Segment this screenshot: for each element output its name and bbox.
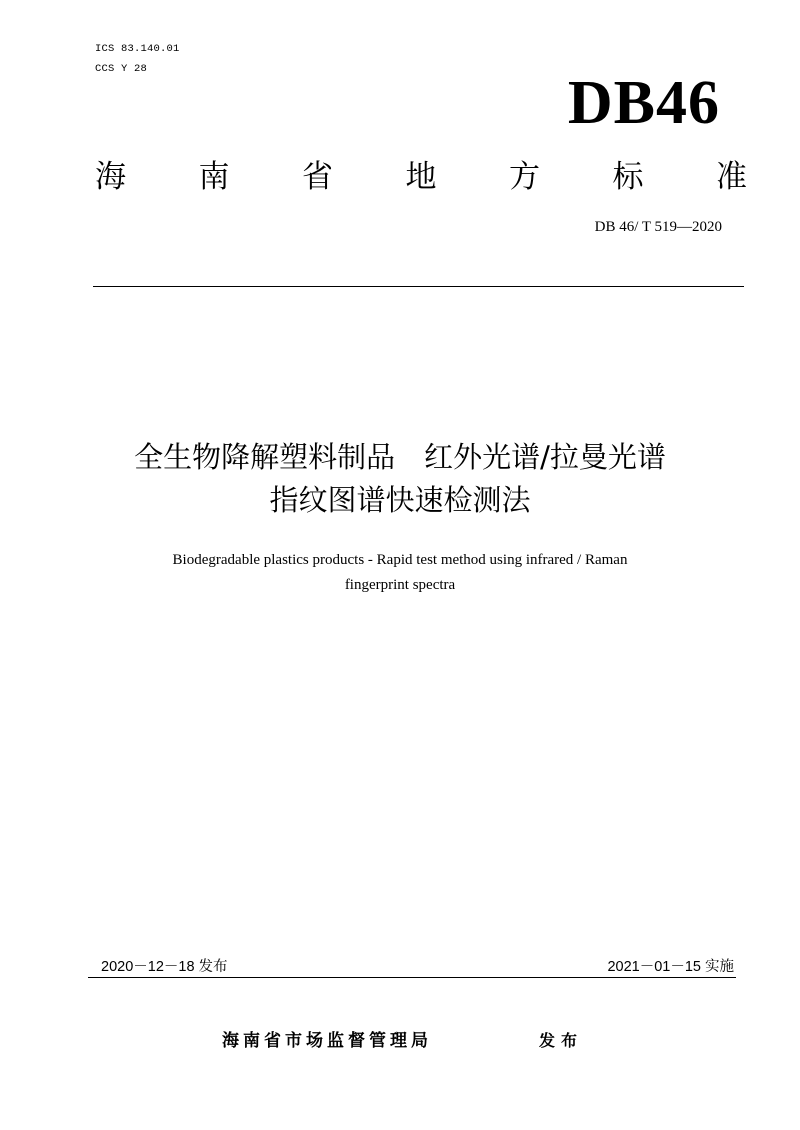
footer-divider <box>88 977 736 978</box>
title-chinese-line-2: 指纹图谱快速检测法 <box>269 483 531 517</box>
standard-type-char: 方 <box>509 159 540 195</box>
ccs-code: CCS Y 28 <box>95 63 148 75</box>
standard-type-heading <box>95 155 747 199</box>
title-chinese-line-1: 全生物降解塑料制品 红外光谱/拉曼光谱 <box>134 440 666 474</box>
title-english-line-2: fingerprint spectra <box>344 577 456 593</box>
standard-type-char: 海 <box>95 159 126 195</box>
standard-type-char: 标 <box>612 159 644 195</box>
standard-type-char: 准 <box>716 159 747 195</box>
issue-date: 2020－12－18 发布 <box>101 959 228 975</box>
standard-type-char: 地 <box>405 159 437 195</box>
header-divider <box>93 286 744 287</box>
standard-number: DB 46/ T 519—2020 <box>594 219 722 235</box>
standard-type-char: 省 <box>302 159 333 195</box>
title-english-line-1: Biodegradable plastics products - Rapid test method using infrared / Raman <box>172 552 628 568</box>
publish-label: 发布 <box>539 1031 584 1050</box>
publisher-name: 海南省市场监督管理局 <box>222 1031 432 1051</box>
db-logo: DB46 <box>567 69 720 137</box>
standard-type-char: 南 <box>198 159 230 195</box>
ics-code: ICS 83.140.01 <box>95 43 180 55</box>
implementation-date: 2021－01－15 实施 <box>607 959 734 975</box>
